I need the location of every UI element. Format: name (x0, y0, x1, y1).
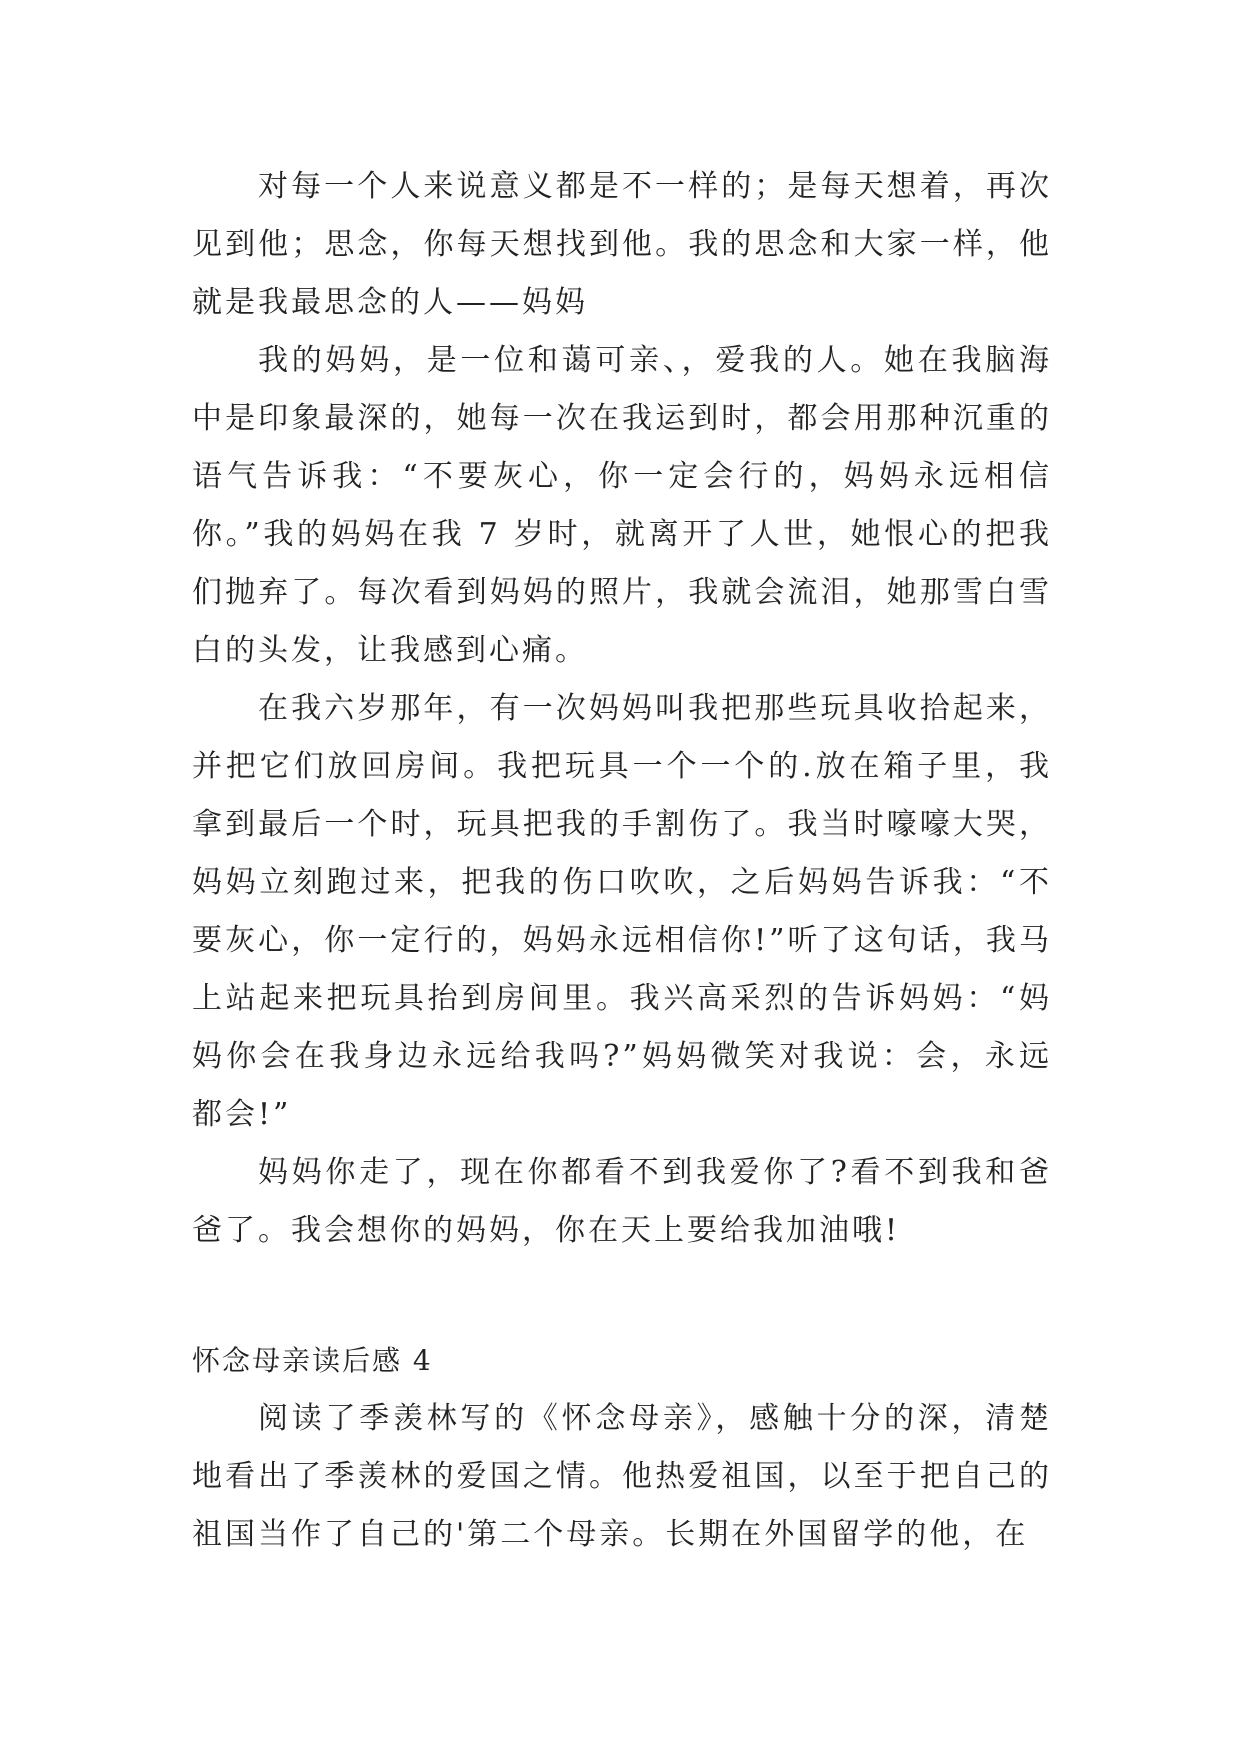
paragraph-my-mother: 我的妈妈，是一位和蔼可亲、，爱我的人。她在我脑海中是印象最深的，她每一次在我运到时，都会用那种沉重的语气告诉我：“不要灰心，你一定会行的，妈妈永远相信你。”我的妈妈在我 7 岁时，就离开了人世，她恨心的把我们抛弃了。每次看到妈妈的照片，我就会流泪，她那雪白雪白的头发，让我感到心痛。 (192, 343, 1052, 668)
paragraph-toy-memory: 在我六岁那年，有一次妈妈叫我把那些玩具收拾起来，并把它们放回房间。我把玩具一个一个的.放在箱子里，我拿到最后一个时，玩具把我的手割伤了。我当时嚎嚎大哭，妈妈立刻跑过来，把我的伤口吹吹，之后妈妈告诉我：“不要灰心，你一定行的，妈妈永远相信你!”听了这句话，我马上站起来把玩具抬到房间里。我兴高采烈的告诉妈妈：“妈妈你会在我身边永远给我吗?”妈妈微笑对我说：会，永远都会!” (192, 691, 1052, 1132)
paragraph-farewell: 妈妈你走了，现在你都看不到我爱你了?看不到我和爸爸了。我会想你的妈妈，你在天上要给我加油哦! (192, 1155, 1052, 1248)
document-body (192, 158, 1052, 1564)
paragraph-missing-everyone: 对每一个人来说意义都是不一样的；是每天想着，再次见到他；思念，你每天想找到他。我的思念和大家一样，他就是我最思念的人——妈妈 (192, 169, 1052, 320)
section-title: 怀念母亲读后感 4 (192, 1344, 433, 1377)
paragraph-reading-reflection: 阅读了季羡林写的《怀念母亲》，感触十分的深，清楚地看出了季羡林的爱国之情。他热爱祖国，以至于把自己的祖国当作了自己的'第二个母亲。长期在外国留学的他，在 (192, 1401, 1052, 1552)
